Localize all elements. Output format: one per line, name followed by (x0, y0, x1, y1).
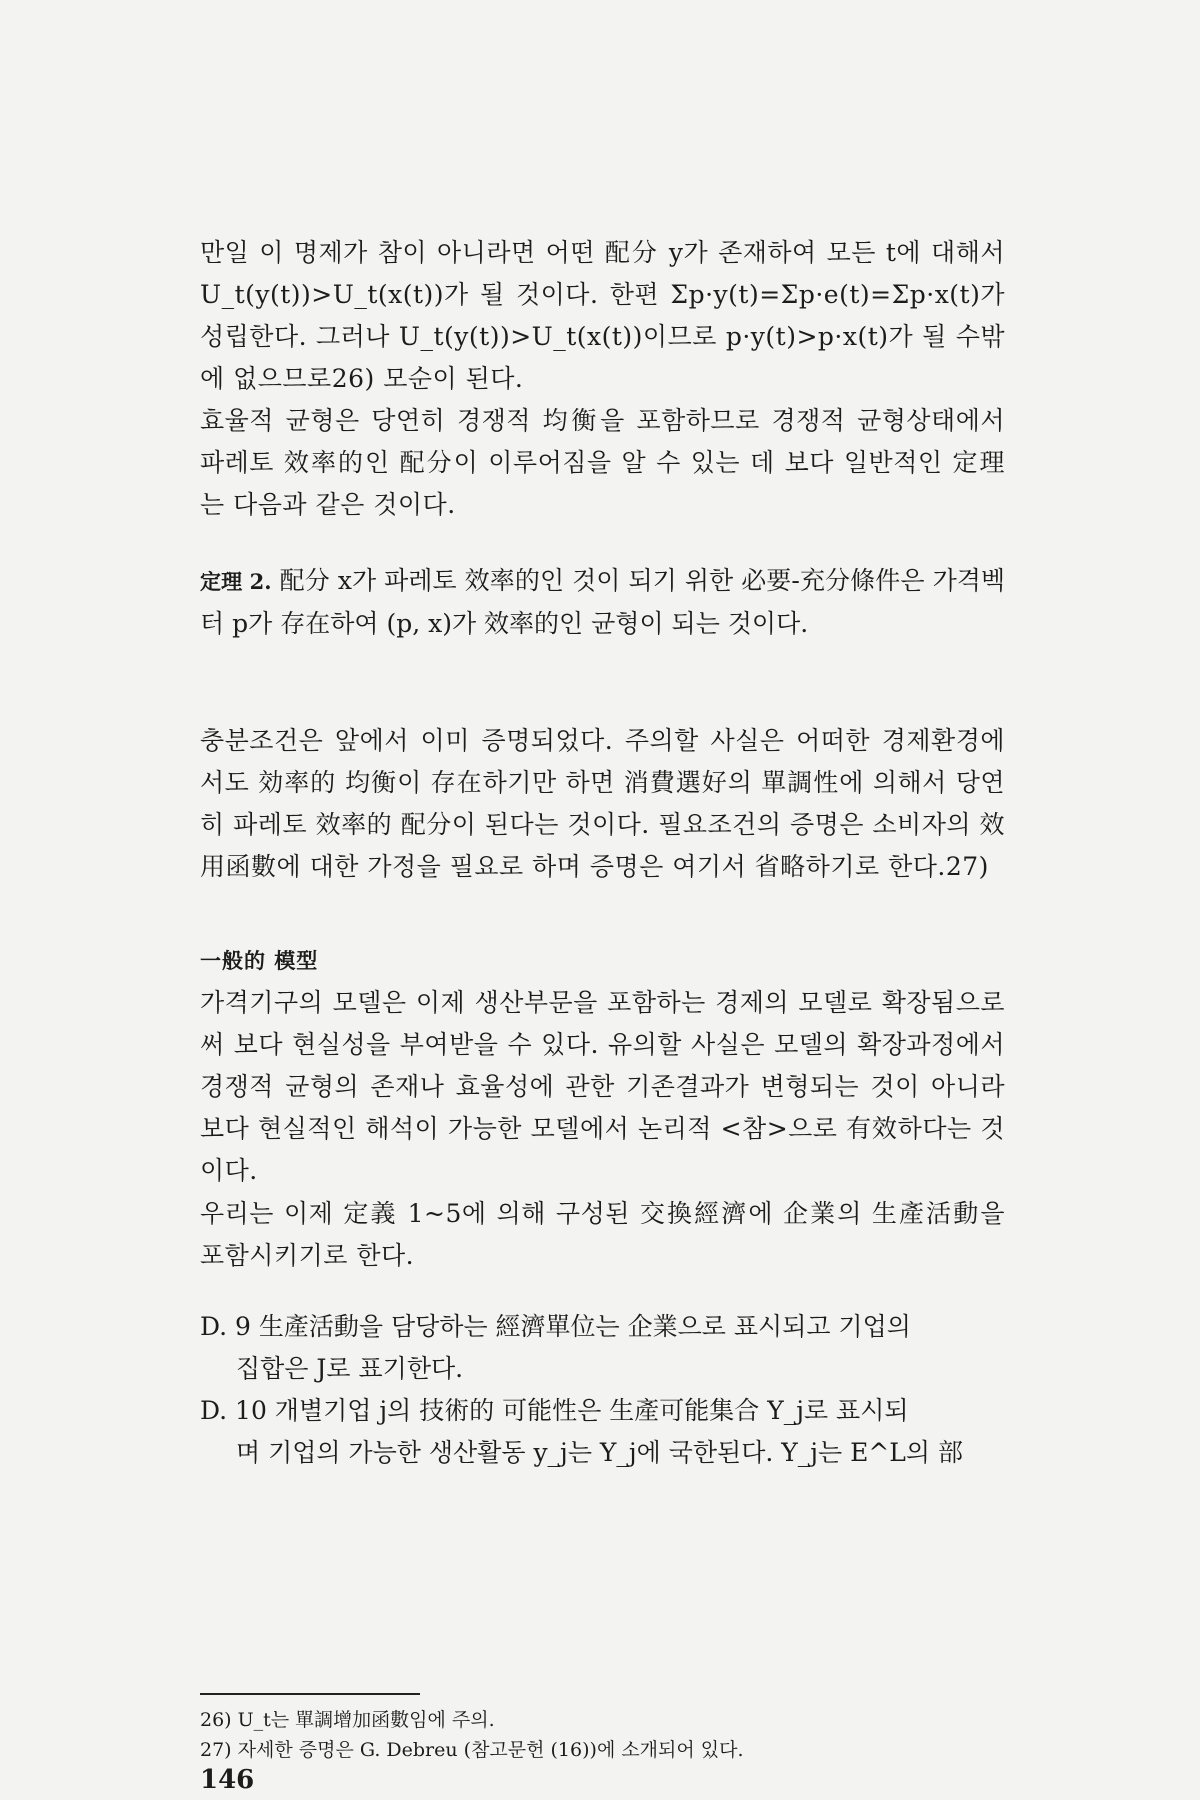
section-title (200, 945, 1005, 975)
paragraph-1 (200, 232, 1005, 400)
paragraph-text: 가격기구의 모델은 이제 생산부문을 포함하는 경제의 모델로 확장됨으로써 보다 현실성을 부여받을 수 있다. 유의할 사실은 모델의 확장과정에서 경쟁적 균형의 존재나 효율성에 관한 기존결과가 변형되는 것이 아니라 보다 현실적인 해석이 가능한 모델에서 논리적 <참>으로 有效하다는 것이다. (200, 988, 1005, 1185)
definition-continuation: 며 기업의 가능한 생산활동 y_j는 Y_j에 국한된다. Y_j는 E^L의 部 (236, 1438, 964, 1467)
definition-line: D. 10 개별기업 j의 技術的 可能性은 生產可能集合 Y_j로 표시되 (200, 1396, 909, 1425)
paragraph-text: 충분조건은 앞에서 이미 증명되었다. 주의할 사실은 어떠한 경제환경에서도 効率的 均衡이 存在하기만 하면 消費選好의 單調性에 의해서 당연히 파레토 效率的 配分이 된다는 것이다. 필요조건의 증명은 소비자의 效用函數에 대한 가정을 필요로 하며 증명은 여기서 省略하기로 한다.27) (200, 726, 1005, 881)
definition-continuation: 집합은 J로 표기한다. (236, 1354, 464, 1383)
definition-d10 (200, 1390, 1005, 1474)
theorem-text: 配分 x가 파레토 效率的인 것이 되기 위한 必要-充分條件은 가격벡터 p가 存在하여 (p, x)가 效率的인 균형이 되는 것이다. (200, 566, 1006, 638)
theorem-2 (200, 560, 1005, 645)
footnote-27 (200, 1735, 1005, 1765)
paragraph-text: 우리는 이제 定義 1~5에 의해 구성된 交換經濟에 企業의 生產活動을 포함시키기로 한다. (200, 1199, 1005, 1270)
definition-d9 (200, 1306, 1005, 1390)
footnote-26 (200, 1705, 1005, 1735)
footnote-text: 27) 자세한 증명은 G. Debreu (참고문헌 (16))에 소개되어 있다. (200, 1739, 744, 1761)
paragraph-4 (200, 982, 1005, 1192)
page-number: 146 (200, 1765, 255, 1795)
paragraph-3 (200, 720, 1005, 888)
paragraph-text: 만일 이 명제가 참이 아니라면 어떤 配分 y가 존재하여 모든 t에 대해서 U_t(y(t))>U_t(x(t))가 될 것이다. 한편 Σp·y(t)=Σp·e(t)=Σp·x(t)가 성립한다. 그러나 U_t(y(t))>U_t(x(t))이므로 p·y(t)>p·x(t)가 될 수밖에 없으므로26) 모순이 된다. (200, 238, 1005, 393)
footnote-divider (200, 1693, 420, 1695)
section-title-text: 一般的 模型 (200, 948, 319, 973)
paragraph-text: 효율적 균형은 당연히 경쟁적 均衡을 포함하므로 경쟁적 균형상태에서 파레토 效率的인 配分이 이루어짐을 알 수 있는 데 보다 일반적인 定理는 다음과 같은 것이다. (200, 406, 1005, 519)
paragraph-5 (200, 1193, 1005, 1277)
theorem-label: 定理 2. (200, 569, 272, 594)
paragraph-2 (200, 400, 1005, 526)
definition-line: D. 9 生產活動을 담당하는 經濟單位는 企業으로 표시되고 기업의 (200, 1312, 911, 1341)
footnote-text: 26) U_t는 單調增加函數임에 주의. (200, 1709, 495, 1731)
